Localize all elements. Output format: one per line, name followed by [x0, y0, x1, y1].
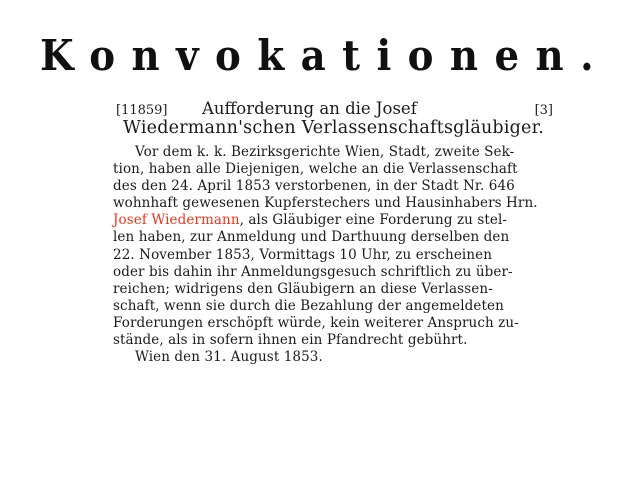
highlighted-name: Josef Wiedermann: [113, 212, 240, 229]
body-line-8: oder bis dahin ihr Anmeldungsgesuch schriftlich zu über-: [113, 263, 513, 280]
body-line-11: Forderungen erschöpft würde, kein weiterer Anspruch zu-: [113, 314, 519, 331]
notice-heading-line-1: Aufforderung an die Josef: [202, 99, 417, 118]
body-line-7: 22. November 1853, Vormittags 10 Uhr, zu erscheinen: [113, 246, 493, 263]
body-line-1: Vor dem k. k. Bezirksgerichte Wien, Stadt, zweite Sek-: [135, 144, 515, 160]
notice-heading-row: [113, 100, 553, 120]
body-line-5: [113, 212, 553, 229]
notice-body: [113, 144, 553, 366]
body-line-10: schaft, wenn sie durch die Bezahlung der angemeldeten: [113, 297, 504, 314]
body-line-2: tion, haben alle Diejenigen, welche an die Verlassenschaft: [113, 161, 518, 178]
part-number: [3]: [534, 103, 553, 118]
reference-number: [11859]: [116, 103, 168, 118]
date-line: Wien den 31. August 1853.: [135, 349, 323, 366]
page-title: Konvokationen.: [40, 31, 611, 81]
body-line-12: stände, als in sofern ihnen ein Pfandrecht gebührt.: [113, 332, 468, 349]
body-line-5-rest: , als Gläubiger eine Forderung zu stel-: [239, 212, 508, 229]
body-line-4: wohnhaft gewesenen Kupferstechers und Hausinhabers Hrn.: [113, 195, 538, 212]
body-line-6: len haben, zur Anmeldung und Darthuung derselben den: [113, 229, 510, 246]
notice-heading-line-2: Wiedermann'schen Verlassenschaftsgläubiger.: [123, 118, 544, 138]
body-line-9: reichen; widrigens den Gläubigern an diese Verlassen-: [113, 280, 493, 297]
body-line-3: des den 24. April 1853 verstorbenen, in der Stadt Nr. 646: [113, 178, 515, 195]
notice-block: [113, 100, 553, 366]
